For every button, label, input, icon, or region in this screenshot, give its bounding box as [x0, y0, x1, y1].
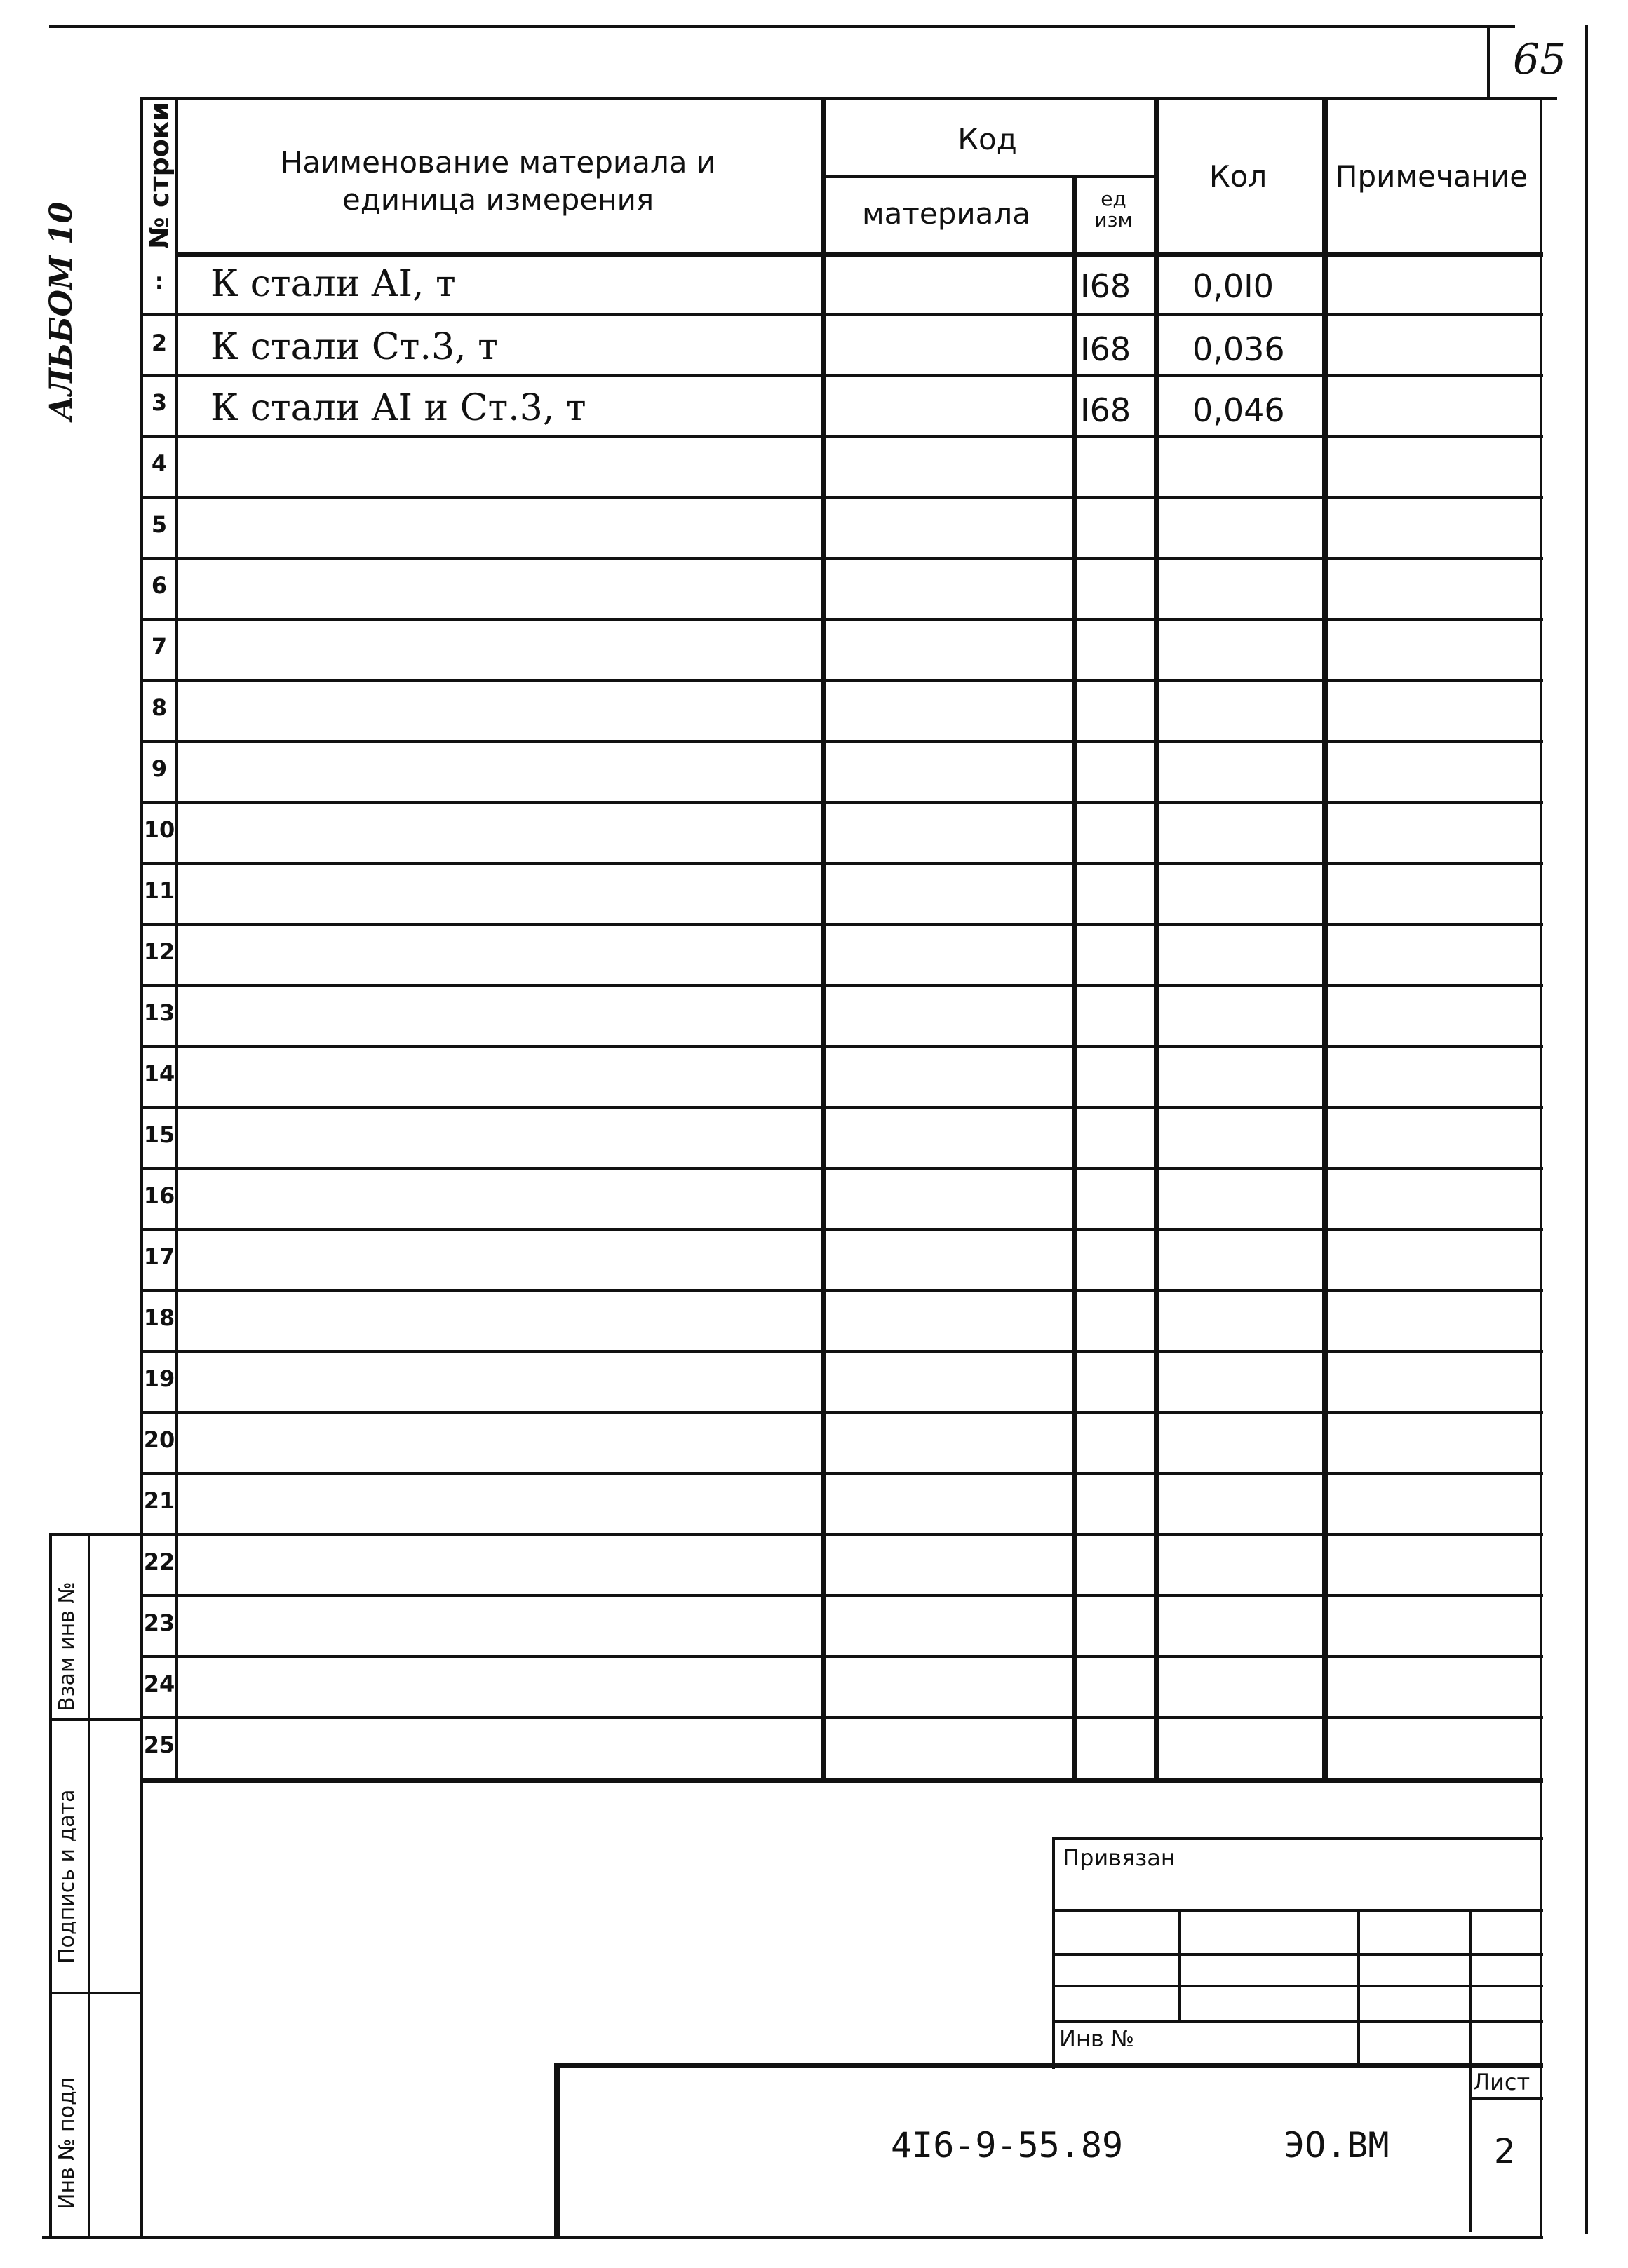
row-line [140, 1655, 1543, 1658]
row-number: 21 [143, 1487, 175, 1514]
material-name: К стали Ст.3, т [210, 326, 498, 368]
row-line [140, 1350, 1543, 1353]
stamp-col-line [1178, 1909, 1181, 2020]
header-unit-line1: ед [1101, 187, 1126, 210]
quantity: 0,036 [1192, 330, 1285, 368]
col-line-name [821, 97, 826, 1780]
unit-code: I68 [1080, 391, 1131, 429]
material-name: К стали AI и Ст.3, т [210, 387, 586, 429]
page-number: 65 [1512, 35, 1567, 84]
row-line [140, 679, 1543, 682]
header-unit-line2: изм [1094, 208, 1133, 231]
col-line-qty [1322, 97, 1328, 1780]
row-number: 7 [151, 633, 168, 660]
row-number: 20 [143, 1426, 175, 1453]
row-line [140, 984, 1543, 987]
header-row-no: № строки [144, 102, 175, 249]
row-line [140, 496, 1543, 499]
row-number: 14 [143, 1060, 175, 1087]
row-number: 6 [151, 572, 168, 599]
row-number: 25 [143, 1732, 175, 1758]
row-line [140, 1167, 1543, 1170]
doc-code: 4I6-9-55.89 [891, 2125, 1124, 2166]
row-line [140, 1716, 1543, 1719]
material-name: К стали AI, т [210, 263, 456, 305]
header-note: Примечание [1335, 159, 1528, 194]
title-block-top-line [554, 2063, 1543, 2068]
row-number: 5 [151, 511, 168, 538]
row-line [140, 435, 1543, 438]
header-qty: Кол [1209, 159, 1267, 194]
album-label: АЛЬБОМ 10 [43, 201, 79, 421]
row-line [140, 1045, 1543, 1048]
side-stamp-line [49, 1992, 140, 1994]
row-number: 8 [151, 694, 168, 721]
row-number: 19 [143, 1365, 175, 1392]
quantity: 0,0I0 [1192, 267, 1274, 305]
side-stamp-mid-line [88, 1533, 90, 2236]
unit-code: I68 [1080, 267, 1131, 305]
quantity: 0,046 [1192, 391, 1285, 429]
row-number: 23 [143, 1609, 175, 1636]
row-line [140, 557, 1543, 560]
row-line [140, 1472, 1543, 1475]
row-number: 4 [151, 450, 168, 477]
header-name-line1: Наименование материала и [280, 145, 716, 180]
col-line-unit [1154, 97, 1159, 1780]
side-stamp-left-line [49, 1533, 52, 2236]
sheet-label: Лист [1473, 2069, 1531, 2095]
row-number: 17 [143, 1243, 175, 1270]
frame-left-line [140, 97, 143, 2236]
row-number: 22 [143, 1548, 175, 1575]
row-number: 11 [143, 877, 175, 904]
col-line-material [1072, 175, 1077, 1780]
row-line [140, 1228, 1543, 1231]
sheet-label-line [1469, 2097, 1543, 2100]
row-number: 3 [151, 389, 168, 416]
row-line [140, 801, 1543, 804]
row-number: 2 [151, 330, 168, 356]
code-subheader-line [821, 175, 1154, 178]
stamp-privyazan: Привязан [1063, 1844, 1176, 1871]
row-line [140, 1106, 1543, 1109]
top-rule [49, 25, 1515, 28]
doc-mark: ЭО.ВМ [1284, 2125, 1390, 2166]
row-line [140, 1594, 1543, 1597]
table-top-line [140, 97, 1557, 100]
header-bottom-line [175, 252, 1543, 257]
sheet-number: 2 [1494, 2132, 1516, 2171]
row-number: 9 [151, 755, 168, 782]
row-line [140, 374, 1543, 377]
page-number-box-right [1585, 25, 1588, 2234]
stamp-inv-no: Инв № [1059, 2025, 1135, 2052]
row-number: 18 [143, 1304, 175, 1331]
side-stamp-vzam: Взам инв № [55, 1581, 79, 1711]
row-line [140, 1289, 1543, 1292]
side-stamp-inv-podl: Инв № подл [55, 2077, 79, 2209]
row-number: : [154, 268, 164, 295]
row-number: 16 [143, 1182, 175, 1209]
header-material: материала [861, 196, 1030, 231]
page-number-box-left [1487, 25, 1490, 97]
row-line [140, 923, 1543, 926]
stamp-top-line [1052, 1837, 1543, 1840]
side-stamp-podpis: Подпись и дата [55, 1789, 79, 1964]
row-line [140, 1411, 1543, 1414]
row-line [140, 1533, 1543, 1536]
row-number: 15 [143, 1121, 175, 1148]
row-line [140, 313, 1543, 316]
row-number: 10 [143, 816, 175, 843]
header-name-line2: единица измерения [342, 182, 654, 217]
frame-right-line [1540, 97, 1542, 2236]
stamp-col-line [1357, 1909, 1360, 2063]
header-code: Код [957, 122, 1017, 156]
table-bottom-line [140, 1778, 1543, 1783]
side-stamp-line [49, 1718, 140, 1721]
row-line [140, 740, 1543, 743]
stamp-col-line [1469, 1909, 1472, 2232]
row-line [140, 618, 1543, 621]
frame-bottom-line [42, 2236, 1543, 2239]
row-number: 13 [143, 999, 175, 1026]
title-block-left-line [554, 2063, 560, 2236]
row-line [140, 862, 1543, 865]
row-number: 24 [143, 1670, 175, 1697]
unit-code: I68 [1080, 330, 1131, 368]
row-number: 12 [143, 938, 175, 965]
side-stamp-line [49, 1533, 140, 1536]
